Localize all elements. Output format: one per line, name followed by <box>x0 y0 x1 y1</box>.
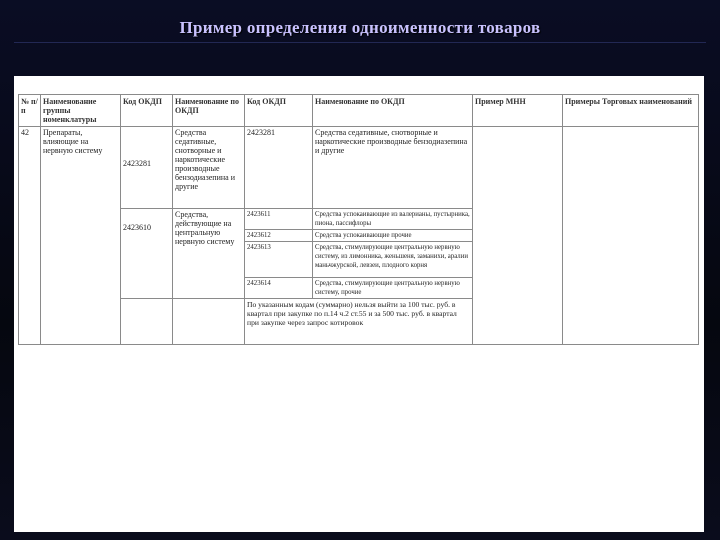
cell-item-code: 2423611 <box>245 209 313 230</box>
cell-subgroup-code: 2423281 <box>121 127 173 209</box>
cell-empty <box>173 299 245 345</box>
cell-item-code: 2423613 <box>245 242 313 278</box>
cell-trade <box>563 127 699 345</box>
cell-num: 42 <box>19 127 41 345</box>
cell-subgroup-code: 2423610 <box>121 209 173 299</box>
cell-group: Препараты, влияющие на нервную систему <box>41 127 121 345</box>
title-divider <box>14 42 706 43</box>
table-row <box>19 127 699 209</box>
cell-item-name: Средства, стимулирующие центральную нервную систему, из лимонника, женьшеня, заманихи, аралии маньчжурской, левзеи, плодного корня <box>313 242 473 278</box>
cell-item-code: 2423612 <box>245 230 313 242</box>
slide-title: Пример определения одноименности товаров <box>179 18 541 37</box>
header-okdp-name: Наименование по ОКДП <box>313 95 473 127</box>
cell-empty <box>121 299 173 345</box>
cell-item-name: Средства успокаивающие из валерианы, пустырника, пиона, пассифлоры <box>313 209 473 230</box>
header-group: Наименование группы номенклатуры <box>41 95 121 127</box>
cell-subgroup-name: Средства седативные, снотворные и наркотические производные бензодиазепина и другие <box>173 127 245 209</box>
header-trade: Примеры Торговых наименований <box>563 95 699 127</box>
header-num: № п/п <box>19 95 41 127</box>
header-mnn: Пример МНН <box>473 95 563 127</box>
cell-item-name: Средства седативные, снотворные и наркотические производные бензодиазепина и другие <box>313 127 473 209</box>
cell-item-name: Средства успокаивающие прочие <box>313 230 473 242</box>
cell-item-name: Средства, стимулирующие центральную нервную систему, прочие <box>313 278 473 299</box>
cell-mnn <box>473 127 563 345</box>
cell-item-code: 2423614 <box>245 278 313 299</box>
header-code: Код ОКДП <box>121 95 173 127</box>
cell-item-code: 2423281 <box>245 127 313 209</box>
document-area <box>14 76 704 532</box>
okdp-table <box>18 94 699 345</box>
cell-subgroup-name: Средства, действующие на центральную нервную систему <box>173 209 245 299</box>
table-header-row <box>19 95 699 127</box>
header-name: Наименование по ОКДП <box>173 95 245 127</box>
header-okdp-code: Код ОКДП <box>245 95 313 127</box>
limit-note: По указанным кодам (суммарно) нельзя выйти за 100 тыс. руб. в квартал при закупке по п.14 ч.2 ст.55 и за 500 тыс. руб. в квартал при закупке через запрос котировок <box>245 299 473 345</box>
